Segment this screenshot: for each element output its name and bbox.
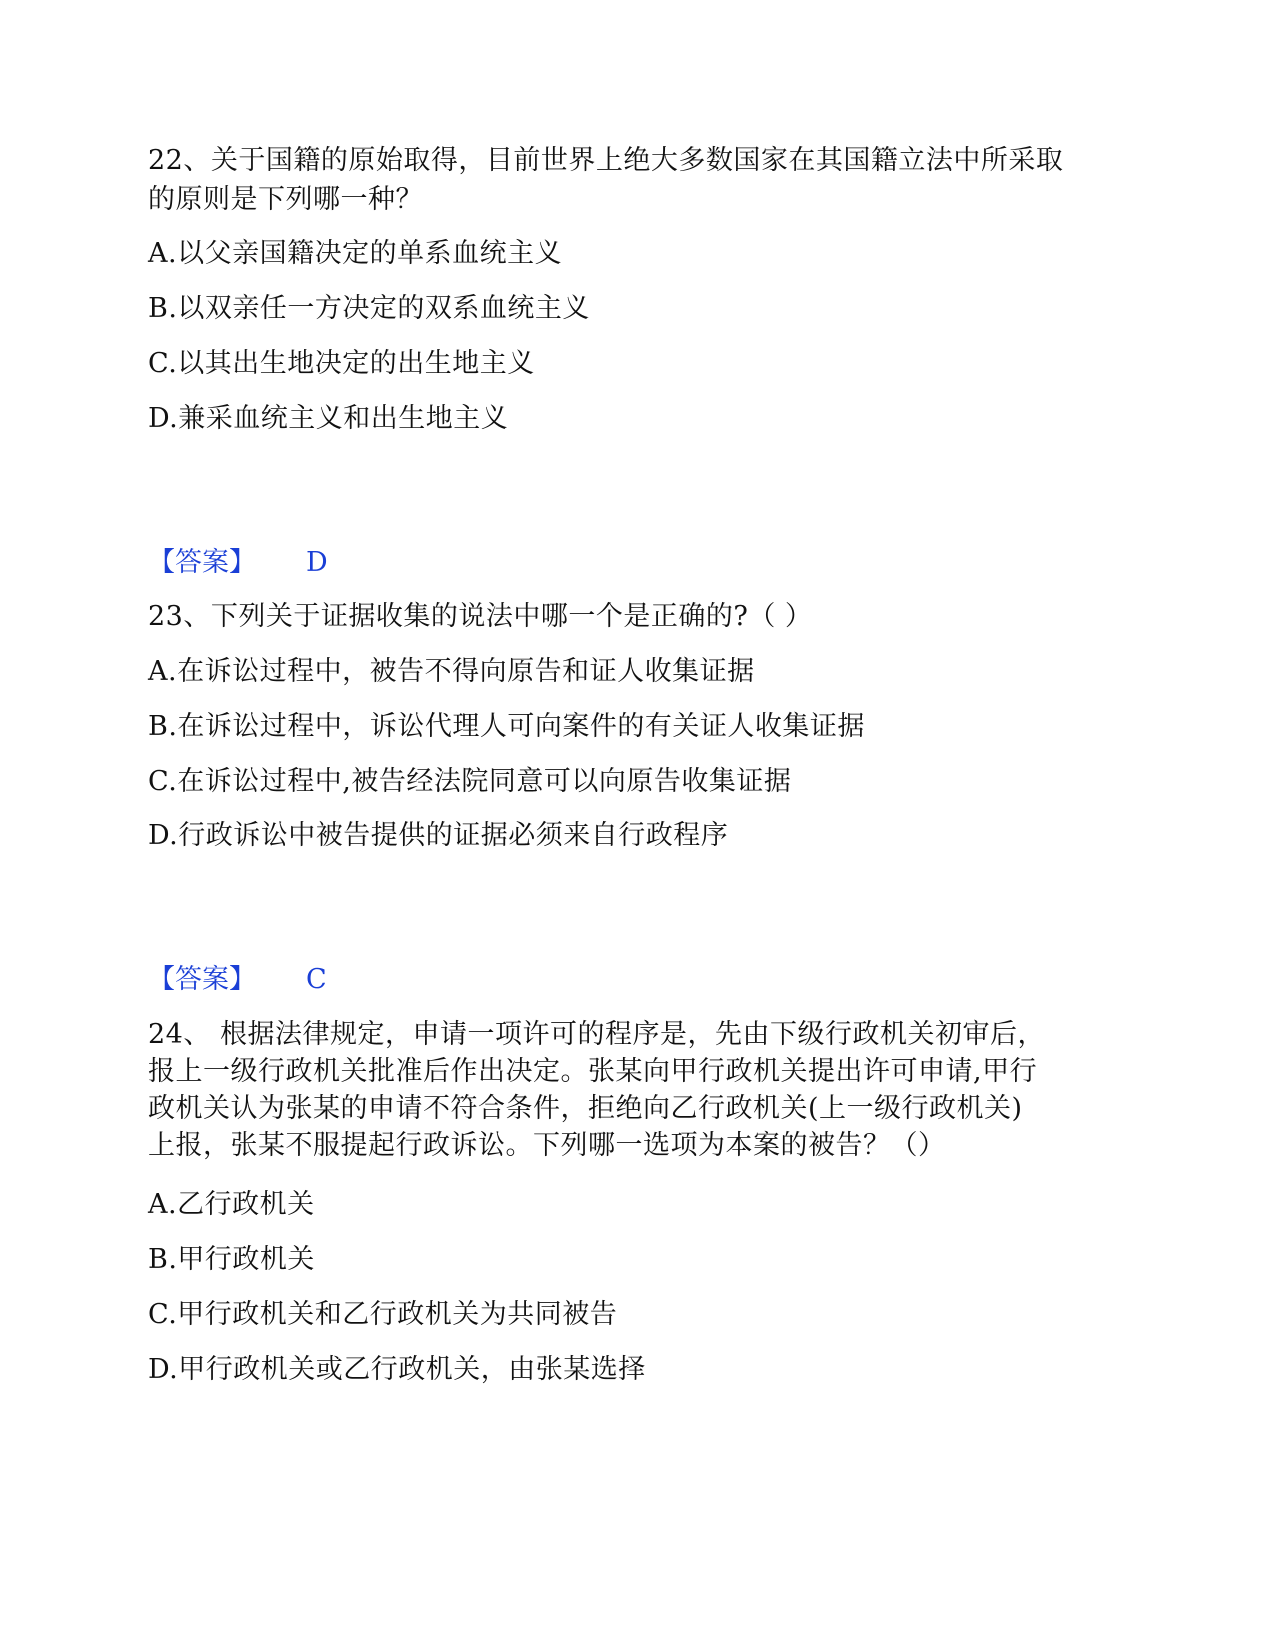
q24-stem-line-2: 报上一级行政机关批准后作出决定。张某向甲行政机关提出许可申请,甲行 [148,1056,1038,1087]
q24-option-a: A.乙行政机关 [148,1189,315,1220]
q23-stem-line-1: 23、下列关于证据收集的说法中哪一个是正确的?（ ） [148,601,813,632]
q22-answer-label: 【答案】 [148,547,256,578]
q22-option-b: B.以双亲任一方决定的双系血统主义 [148,293,590,324]
q23-answer-value: C [306,964,327,995]
q24-stem-line-3: 政机关认为张某的申请不符合条件，拒绝向乙行政机关(上一级行政机关) [148,1093,1023,1124]
q23-option-b: B.在诉讼过程中，诉讼代理人可向案件的有关证人收集证据 [148,711,865,742]
q24-option-c: C.甲行政机关和乙行政机关为共同被告 [148,1299,618,1330]
q23-answer [148,962,327,998]
q22-stem-line-1: 22、关于国籍的原始取得，目前世界上绝大多数国家在其国籍立法中所采取 [148,145,1064,176]
q22-answer-value: D [306,547,328,578]
q22-answer [148,545,328,581]
q24-option-d: D.甲行政机关或乙行政机关，由张某选择 [148,1354,646,1385]
q24-option-b: B.甲行政机关 [148,1244,315,1275]
q22-stem-line-2: 的原则是下列哪一种？ [148,184,423,215]
q23-answer-label: 【答案】 [148,964,256,995]
q23-option-d: D.行政诉讼中被告提供的证据必须来自行政程序 [148,820,729,851]
q24-stem-line-4: 上报，张某不服提起行政诉讼。下列哪一选项为本案的被告？（） [148,1130,946,1161]
q22-option-c: C.以其出生地决定的出生地主义 [148,348,535,379]
q23-option-c: C.在诉讼过程中,被告经法院同意可以向原告收集证据 [148,766,792,797]
q22-option-d: D.兼采血统主义和出生地主义 [148,403,509,434]
q24-stem-line-1: 24、 根据法律规定，申请一项许可的程序是，先由下级行政机关初审后， [148,1019,1045,1050]
q22-option-a: A.以父亲国籍决定的单系血统主义 [148,238,563,269]
q23-option-a: A.在诉讼过程中，被告不得向原告和证人收集证据 [148,656,755,687]
